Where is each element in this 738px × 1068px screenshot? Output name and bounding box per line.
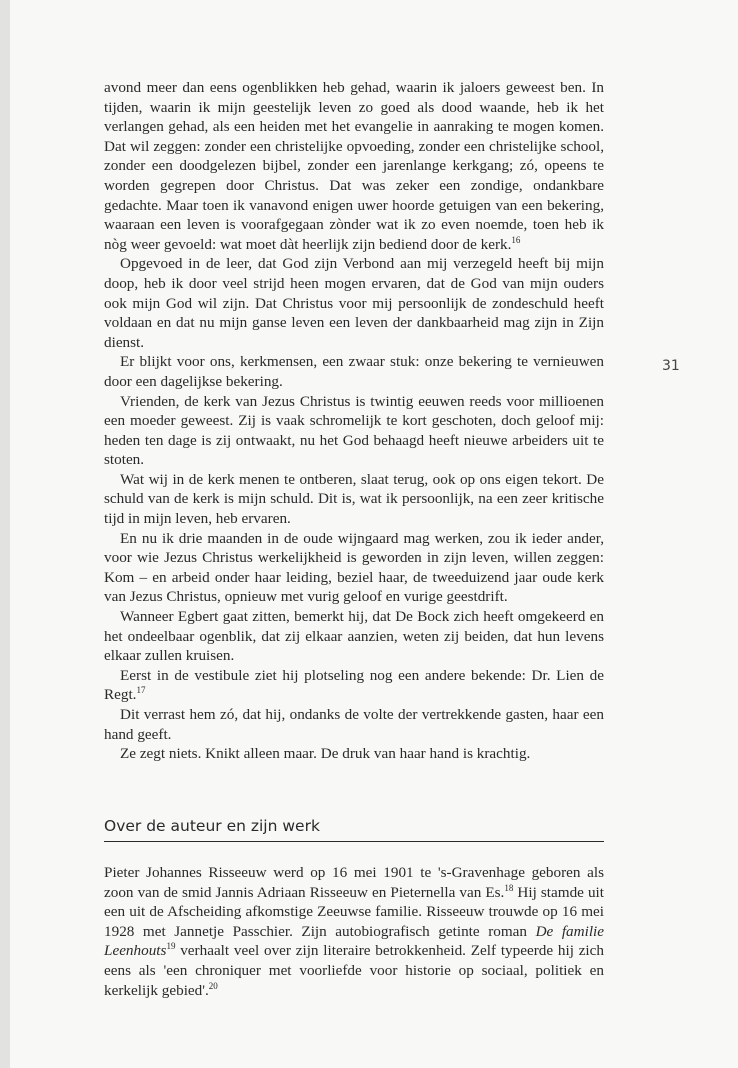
bio-text: Pieter Johannes Risseeuw werd op 16 mei 1901 te 's-Gravenhage geboren als zoon van de smid Jannis Adriaan Risseeuw en Pieternella van Es. <box>104 864 604 901</box>
footnote-ref: 19 <box>166 941 176 952</box>
bio-paragraph <box>104 863 604 1000</box>
book-title: De familie Leenhouts <box>104 922 605 960</box>
page-number: 31 <box>662 358 680 374</box>
bio-text: verhaalt veel over zijn literaire betrokkenheid. Zelf typeerde hij zich eens als 'een chroniquer met voorliefde voor historie op sociaal, politiek en kerkelijk gebied'. <box>104 942 604 999</box>
paragraph-text: Eerst in de vestibule ziet hij plotseling nog een andere bekende: Dr. Lien de Regt. <box>104 666 604 704</box>
section-heading: Over de auteur en zijn werk <box>104 817 604 842</box>
page-gutter <box>0 0 10 1068</box>
main-text <box>104 78 604 764</box>
paragraph: Opgevoed in de leer, dat God zijn Verbond aan mij verzegeld heeft bij mijn doop, heb ik door veel strijd heen mogen ervaren, dat de God van mijn ouders ook mijn God wil zijn. Dat Christus voor mij persoonlijk de zondeschuld heeft voldaan en dat nu mijn ganse leven een leven der dankbaarheid mag zijn in Zijn dienst. <box>104 255 604 351</box>
footnote-ref: 17 <box>136 685 146 696</box>
paragraph: Dit verrast hem zó, dat hij, ondanks de volte der vertrekkende gasten, haar een hand geeft. <box>104 706 604 743</box>
footnote-ref: 16 <box>511 234 521 245</box>
paragraph <box>104 78 604 254</box>
footnote-ref: 20 <box>208 980 218 991</box>
paragraph: Wanneer Egbert gaat zitten, bemerkt hij, dat De Bock zich heeft omgekeerd en het ondeelbaar ogenblik, dat zij elkaar aanzien, weten zij beiden, dat hun levens elkaar zullen kruisen. <box>104 608 604 665</box>
paragraph: En nu ik drie maanden in de oude wijngaard mag werken, zou ik ieder ander, voor wie Jezus Christus werkelijkheid is geworden in zijn leven, willen zeggen: Kom – en arbeid onder haar leiding, beziel haar, de tweeduizend jaar oude kerk van Jezus Christus, opnieuw met vurig geloof en vurige geestdrift. <box>104 529 604 606</box>
bio-text: Hij stamde uit een uit de Afscheiding afkomstige Zeeuwse familie. Risseeuw trouwde op 16 mei 1928 met Jannetje Passchier. Zijn autobiografisch getinte roman <box>104 883 604 940</box>
paragraph: Er blijkt voor ons, kerkmensen, een zwaar stuk: onze bekering te vernieuwen door een dagelijkse bekering. <box>104 353 604 390</box>
footnote-ref: 18 <box>504 882 514 893</box>
paragraph <box>104 666 604 705</box>
paragraph-text: avond meer dan eens ogenblikken heb gehad, waarin ik jaloers geweest ben. In tijden, waarin ik mijn geestelijk leven zo goed als dood waande, heb ik het verlangen gehad, als een heiden met het evangelie in aanraking te mogen komen. Dat wil zeggen: zonder een christelijke opvoeding, zonder een christelijke school, zonder een doodgelezen bijbel, zonder een jarenlange kerkgang; zó, opeens te worden gegrepen door Christus. Dat was zeker een zondige, ondankbare gedachte. Maar toen ik vanavond enigen uwer hoorde getuigen van een bekering, waaraan een leven is voorafgegaan zònder wat ik zo even noemde, toen heb ik nòg weer gevoeld: wat moet dàt heerlijk zijn bediend door de kerk. <box>104 79 604 253</box>
paragraph: Wat wij in de kerk menen te ontberen, slaat terug, ook op ons eigen tekort. De schuld van de kerk is mijn schuld. Dit is, wat ik persoonlijk, na een zeer kritische tijd in mijn leven, heb ervaren. <box>104 470 604 528</box>
paragraph: Vrienden, de kerk van Jezus Christus is twintig eeuwen reeds voor millioenen een moeder geweest. Zij is vaak schromelijk te kort geschoten, doch geloof mij: heden ten dage is zij ontwaakt, nu het God behaagd heeft nieuwe arbeiders uit te stoten. <box>104 392 604 469</box>
paragraph: Ze zegt niets. Knikt alleen maar. De druk van haar hand is krachtig. <box>120 745 531 763</box>
